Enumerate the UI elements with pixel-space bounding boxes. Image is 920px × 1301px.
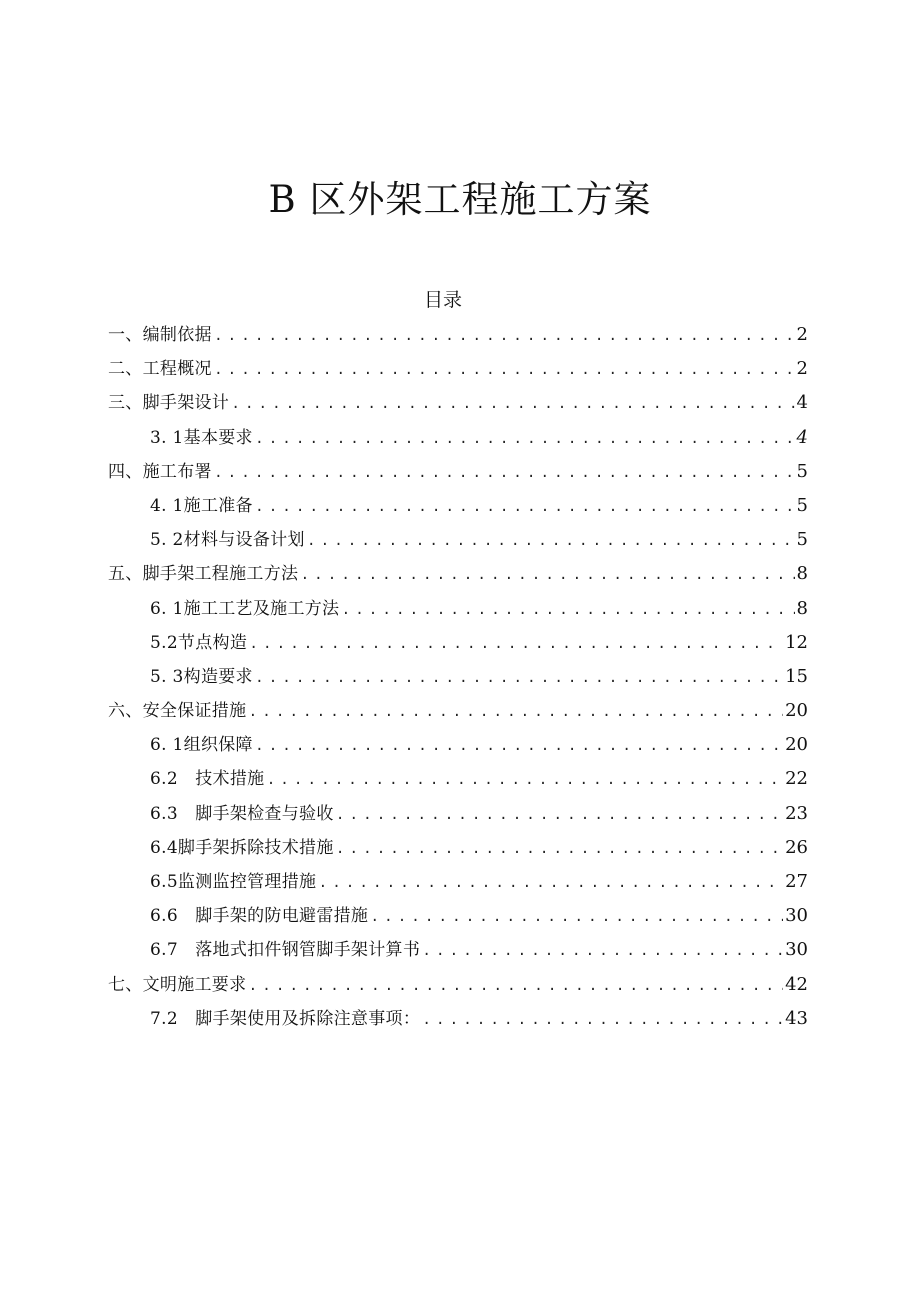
toc-entry-label: 4. 1施工准备 <box>150 495 253 516</box>
toc-entry-page: 4 <box>796 426 808 448</box>
toc-dot-leader <box>248 696 783 730</box>
toc-entry-page: 8 <box>796 563 808 585</box>
toc-dot-leader <box>318 867 783 901</box>
toc-entry-label: 5. 2材料与设备计划 <box>150 530 305 551</box>
toc-dot-leader <box>300 559 794 593</box>
toc-entry-page: 8 <box>796 597 808 619</box>
toc-subentry[interactable] <box>108 831 808 865</box>
toc-entry-page: 27 <box>785 871 808 892</box>
toc-dot-leader <box>255 491 795 525</box>
toc-entry[interactable] <box>108 557 808 591</box>
toc-entry-page: 12 <box>785 631 808 653</box>
toc-subentry[interactable] <box>108 762 808 796</box>
toc-entry-page: 2 <box>796 358 808 380</box>
toc-entry-page: 4 <box>796 392 808 414</box>
toc-entry[interactable] <box>108 386 808 420</box>
toc-entry-page: 23 <box>785 802 808 824</box>
toc-entry-label: 3. 1基本要求 <box>150 427 253 448</box>
toc-entry[interactable] <box>108 968 808 1002</box>
toc-entry-page: 22 <box>785 768 808 790</box>
page-title: B 区外架工程施工方案 <box>268 178 652 221</box>
toc-entry-label: 6.6 脚手架的防电避雷措施 <box>150 906 369 927</box>
toc-dot-leader <box>249 628 783 662</box>
toc-entry[interactable] <box>108 455 808 489</box>
toc-entry-label: 6.3 脚手架检查与验收 <box>150 803 334 824</box>
toc-entry-label: 三、脚手架设计 <box>108 393 230 414</box>
toc-dot-leader <box>214 457 795 491</box>
toc-entry-label: 6.4脚手架拆除技术措施 <box>150 837 334 858</box>
toc-entry-label: 一、编制依据 <box>108 325 212 345</box>
toc-dot-leader <box>336 833 783 867</box>
toc-entry-label: 四、施工布署 <box>108 461 212 482</box>
toc-subentry[interactable] <box>108 592 808 626</box>
toc-entry-label: 7.2 脚手架使用及拆除注意事项： <box>150 1008 421 1029</box>
toc-entry-page: 30 <box>785 939 808 961</box>
toc-entry-page: 5 <box>796 460 808 482</box>
toc-dot-leader <box>336 799 783 833</box>
toc-dot-leader <box>214 354 795 388</box>
toc-entry[interactable] <box>108 352 808 386</box>
toc-entry[interactable] <box>108 318 808 352</box>
toc-dot-leader <box>307 525 795 559</box>
toc-entry-page: 15 <box>785 665 808 687</box>
toc-entry-label: 七、文明施工要求 <box>108 974 247 995</box>
toc-subentry[interactable] <box>108 421 808 455</box>
toc-dot-leader <box>266 764 783 798</box>
toc-entry-label: 六、安全保证措施 <box>108 701 247 722</box>
toc-entry-label: 6. 1组织保障 <box>150 735 253 756</box>
toc-dot-leader <box>255 730 783 764</box>
toc-entry-page: 2 <box>796 324 808 345</box>
toc-entry-label: 6.5监测监控管理措施 <box>150 872 317 892</box>
toc-dot-leader <box>248 970 783 1004</box>
toc-subentry[interactable] <box>108 797 808 831</box>
toc-dot-leader <box>214 320 795 354</box>
toc-dot-leader <box>422 935 783 969</box>
toc-subentry[interactable] <box>108 523 808 557</box>
toc-subentry[interactable] <box>108 660 808 694</box>
toc-entry-page: 5 <box>796 494 808 516</box>
toc-heading: 目录 <box>423 289 462 311</box>
toc-entry-label: 5. 3构造要求 <box>150 666 253 687</box>
toc-dot-leader <box>255 423 795 457</box>
toc-entry-page: 20 <box>785 700 808 722</box>
toc-entry-page: 5 <box>796 529 808 551</box>
toc-dot-leader <box>370 901 783 935</box>
toc-subentry[interactable] <box>108 626 808 660</box>
toc-entry-label: 5.2节点构造 <box>150 632 248 653</box>
toc-dot-leader <box>422 1004 783 1038</box>
toc-entry-label: 6. 1施工工艺及施工方法 <box>150 598 340 619</box>
toc-entry-label: 6.7 落地式扣件钢管脚手架计算书 <box>150 940 421 961</box>
toc-entry[interactable] <box>108 694 808 728</box>
toc-subentry[interactable] <box>108 899 808 933</box>
toc-entry-page: 26 <box>785 836 808 858</box>
toc-entry-page: 30 <box>785 905 808 927</box>
toc-entry-page: 20 <box>785 734 808 756</box>
toc-subentry[interactable] <box>108 933 808 967</box>
table-of-contents <box>108 318 808 1036</box>
toc-subentry[interactable] <box>108 1002 808 1036</box>
toc-subentry[interactable] <box>108 728 808 762</box>
toc-entry-label: 6.2 技术措施 <box>150 769 265 790</box>
toc-entry-page: 43 <box>785 1007 808 1029</box>
toc-entry-label: 二、工程概况 <box>108 359 212 380</box>
toc-dot-leader <box>231 388 794 422</box>
toc-subentry[interactable] <box>108 489 808 523</box>
toc-dot-leader <box>341 594 794 628</box>
toc-entry-page: 42 <box>785 973 808 995</box>
toc-subentry[interactable] <box>108 865 808 899</box>
toc-entry-label: 五、脚手架工程施工方法 <box>108 564 299 585</box>
toc-dot-leader <box>255 662 783 696</box>
